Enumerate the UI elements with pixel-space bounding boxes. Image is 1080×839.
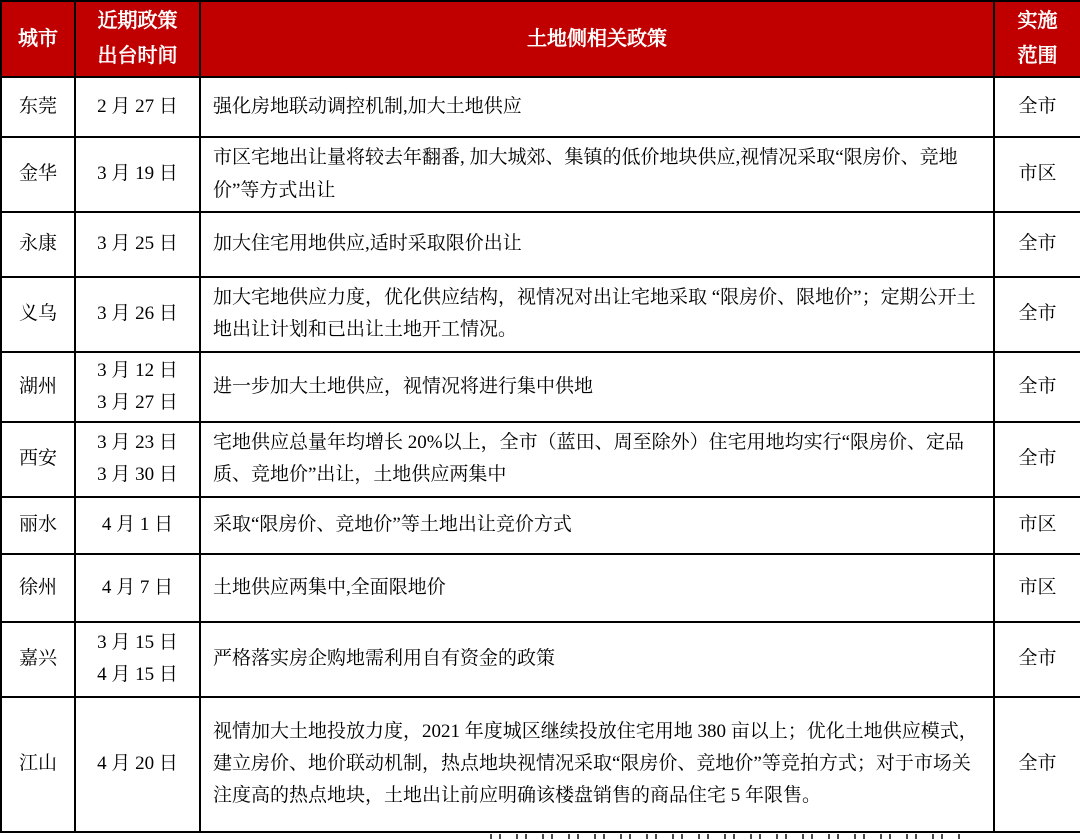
city-cell: 东莞 — [1, 77, 75, 137]
date-cell — [75, 622, 200, 697]
policy-cell: 强化房地联动调控机制,加大土地供应 — [200, 77, 994, 137]
policy-cell: 土地供应两集中,全面限地价 — [200, 554, 994, 622]
policy-cell: 加大宅地供应力度，优化供应结构，视情况对出让宅地采取 “限房价、限地价”；定期公开土地出让计划和已出让土地开工情况。 — [200, 277, 994, 352]
table-row-yiwu — [1, 277, 1080, 352]
scope-cell: 市区 — [994, 497, 1080, 554]
date-cell — [75, 137, 200, 212]
scope-cell: 全市 — [994, 77, 1080, 137]
date-line: 3 月 27 日 — [97, 391, 178, 413]
date-cell — [75, 697, 200, 832]
header-land-policy: 土地侧相关政策 — [200, 1, 994, 77]
city-cell: 义乌 — [1, 277, 75, 352]
date-line: 3 月 19 日 — [97, 163, 178, 185]
city-cell: 金华 — [1, 137, 75, 212]
policy-cell: 加大住宅用地供应,适时采取限价出让 — [200, 212, 994, 277]
policy-cell: 进一步加大土地供应，视情况将进行集中供地 — [200, 352, 994, 423]
table-row-yongkang — [1, 212, 1080, 277]
date-line: 4 月 1 日 — [101, 514, 174, 536]
table-row-lishui — [1, 497, 1080, 554]
header-scope — [994, 1, 1080, 77]
date-line: 4 月 20 日 — [97, 753, 178, 775]
header-scope-line2: 范围 — [1017, 45, 1058, 67]
header-policy-date — [75, 1, 200, 77]
date-line: 3 月 25 日 — [97, 233, 178, 255]
date-line: 3 月 30 日 — [97, 464, 178, 486]
header-scope-line1: 实施 — [1017, 10, 1058, 32]
date-line: 3 月 26 日 — [97, 303, 178, 325]
policy-cell: 严格落实房企购地需利用自有资金的政策 — [200, 622, 994, 697]
scope-cell: 全市 — [994, 697, 1080, 832]
city-cell: 永康 — [1, 212, 75, 277]
clipped-caption-text — [490, 834, 960, 839]
table-row-dongguan — [1, 77, 1080, 137]
city-cell: 西安 — [1, 422, 75, 497]
policy-cell: 采取“限房价、竞地价”等土地出让竞价方式 — [200, 497, 994, 554]
header-city: 城市 — [1, 1, 75, 77]
header-policy-date-line2: 出台时间 — [97, 45, 178, 67]
scope-cell: 市区 — [994, 137, 1080, 212]
date-cell — [75, 352, 200, 423]
date-cell — [75, 77, 200, 137]
date-cell — [75, 212, 200, 277]
date-line: 3 月 23 日 — [97, 432, 178, 454]
policy-cell: 宅地供应总量年均增长 20%以上，全市（蓝田、周至除外）住宅用地均实行“限房价、定品质、竞地价”出让，土地供应两集中 — [200, 422, 994, 497]
table-row-xian — [1, 422, 1080, 497]
table-row-huzhou — [1, 352, 1080, 423]
city-cell: 江山 — [1, 697, 75, 832]
scope-cell: 全市 — [994, 277, 1080, 352]
header-row — [1, 1, 1080, 77]
scope-cell: 全市 — [994, 622, 1080, 697]
date-line: 3 月 15 日 — [97, 631, 178, 653]
scope-cell: 全市 — [994, 422, 1080, 497]
scope-cell: 全市 — [994, 212, 1080, 277]
date-cell — [75, 554, 200, 622]
table-row-jiaxing — [1, 622, 1080, 697]
scope-cell: 全市 — [994, 352, 1080, 423]
scope-cell: 市区 — [994, 554, 1080, 622]
policy-cell: 视情加大土地投放力度，2021 年度城区继续投放住宅用地 380 亩以上；优化土地供应模式，建立房价、地价联动机制，热点地块视情况采取“限房价、竞地价”等竞拍方式；对于市场关注度高的热点地块，土地出让前应明确该楼盘销售的商品住宅 5 年限售。 — [200, 697, 994, 832]
date-line: 2 月 27 日 — [97, 95, 178, 117]
table-row-xuzhou — [1, 554, 1080, 622]
table-row-jiangshan — [1, 697, 1080, 832]
date-line: 3 月 12 日 — [97, 359, 178, 381]
city-cell: 丽水 — [1, 497, 75, 554]
date-line: 4 月 15 日 — [97, 664, 178, 686]
policy-cell: 市区宅地出让量将较去年翻番, 加大城郊、集镇的低价地块供应,视情况采取“限房价、竞地价”等方式出让 — [200, 137, 994, 212]
header-policy-date-line1: 近期政策 — [97, 10, 178, 32]
city-cell: 徐州 — [1, 554, 75, 622]
date-cell — [75, 277, 200, 352]
date-cell — [75, 497, 200, 554]
date-line: 4 月 7 日 — [101, 576, 174, 598]
city-cell: 湖州 — [1, 352, 75, 423]
date-cell — [75, 422, 200, 497]
table-row-jinhua — [1, 137, 1080, 212]
city-cell: 嘉兴 — [1, 622, 75, 697]
